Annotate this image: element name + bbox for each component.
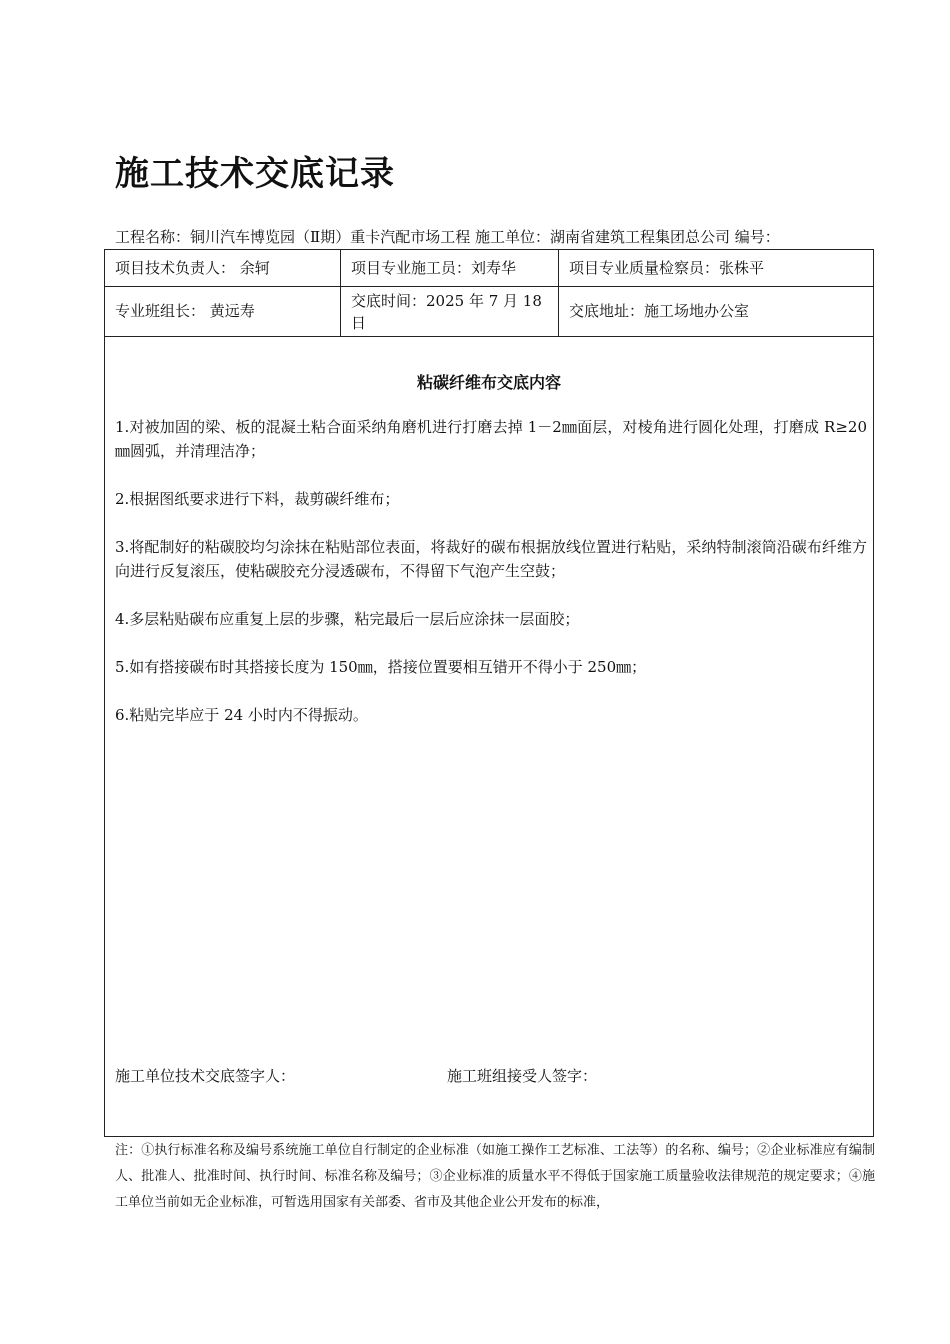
- project-info-line: 工程名称：铜川汽车博览园（Ⅱ期）重卡汽配市场工程 施工单位：湖南省建筑工程集团总公司 编号：: [115, 228, 780, 246]
- content-items: [115, 415, 867, 751]
- list-item: 2.根据图纸要求进行下料，裁剪碳纤维布；: [115, 490, 400, 508]
- list-item: 3.将配制好的粘碳胶均匀涂抹在粘贴部位表面，将裁好的碳布根据放线位置进行粘贴，采纳特制滚筒沿碳布纤维方向进行反复滚压，使粘碳胶充分浸透碳布，不得留下气泡产生空鼓；: [115, 538, 867, 580]
- briefing-record-table: [104, 249, 874, 1137]
- construction-staff-cell: 项目专业施工员：刘寿华: [341, 250, 559, 286]
- list-item: 4.多层粘贴碳布应重复上层的步骤，粘完最后一层后应涂抹一层面胶；: [115, 610, 580, 628]
- tech-lead-cell: 项目技术负责人： 余轲: [105, 250, 341, 286]
- table-row: [105, 287, 873, 337]
- content-heading: 粘碳纤维布交底内容: [416, 373, 561, 392]
- list-item: 6.粘贴完毕应于 24 小时内不得振动。: [115, 706, 368, 724]
- quality-inspector-cell: 项目专业质量检察员：张株平: [569, 259, 765, 277]
- list-item: 1.对被加固的梁、板的混凝土粘合面采纳角磨机进行打磨去掉 1－2㎜面层，对棱角进行圆化处理，打磨成 R≥20㎜圆弧，并清理洁净；: [115, 418, 867, 460]
- document-title: 施工技术交底记录: [115, 154, 395, 194]
- unit-signer-label: 施工单位技术交底签字人：: [115, 1067, 296, 1085]
- team-receiver-label: 施工班组接受人签字：: [447, 1067, 598, 1085]
- list-item: 5.如有搭接碳布时其搭接长度为 150㎜，搭接位置要相互错开不得小于 250㎜；: [115, 658, 647, 676]
- footnote: 注：①执行标准名称及编号系统施工单位自行制定的企业标准（如施工操作工艺标准、工法等）的名称、编号；②企业标准应有编制人、批准人、批准时间、执行时间、标准名称及编号；③企业标准的质量水平不得低于国家施工质量验收法律规范的规定要求；④施工单位当前如无企业标准，可暂选用国家有关部委、省市及其他企业公开发布的标准，: [115, 1143, 875, 1210]
- table-row: [105, 250, 873, 287]
- briefing-place-cell: 交底地址：施工场地办公室: [569, 302, 750, 320]
- team-leader-cell: 专业班组长： 黄远寿: [105, 287, 341, 336]
- briefing-time-cell: 交底时间：2025 年 7 月 18 日: [341, 287, 559, 336]
